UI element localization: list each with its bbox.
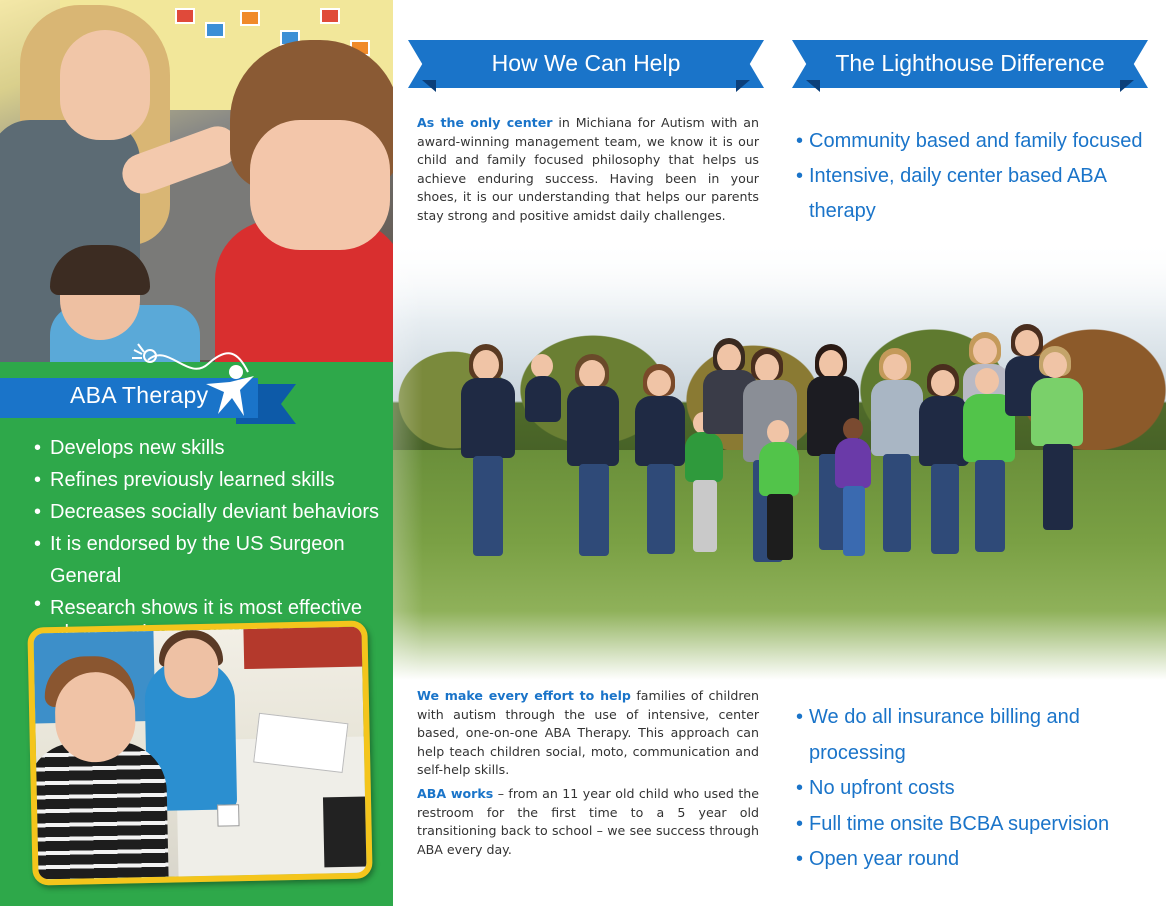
list-item: • Community based and family focused (796, 124, 1166, 159)
list-item: • It is endorsed by the US Surgeon General (34, 528, 384, 592)
paragraph-lead: As the only center (417, 115, 553, 130)
lighthouse-person-logo-icon (200, 362, 260, 422)
aba-benefits-list (34, 432, 384, 646)
list-item: • Decreases socially deviant behaviors (34, 496, 384, 528)
list-item: • Refines previously learned skills (34, 464, 384, 496)
difference-list-bottom (796, 700, 1166, 878)
aba-therapy-title: ABA Therapy (70, 382, 209, 408)
list-item: • Develops new skills (34, 432, 384, 464)
therapy-photo-top (0, 0, 393, 362)
team-group-photo (393, 240, 1166, 680)
list-item: • Full time onsite BCBA supervision (796, 807, 1166, 843)
list-item: • Open year round (796, 842, 1166, 878)
intro-paragraph (417, 114, 759, 225)
difference-list-top (796, 124, 1166, 229)
how-we-can-help-banner (408, 40, 764, 92)
left-panel (0, 0, 393, 906)
paragraph-text: in Michiana for Autism with an award-winning management team, we know it is our child and family focused philosophy that helps us achieve enduring success. Having been in your shoes, it is our understanding that helps our parents stay strong and positive amidst daily challenges. (417, 115, 759, 223)
section-title: How We Can Help (491, 50, 681, 76)
lighthouse-difference-banner (792, 40, 1148, 92)
paragraph-lead: We make every effort to help (417, 688, 631, 703)
list-item: • We do all insurance billing and processing (796, 700, 1166, 771)
aba-works-paragraph (417, 785, 759, 859)
list-item: • Research shows it is most effective (34, 592, 384, 646)
therapy-session-photo (27, 620, 372, 885)
list-item: • No upfront costs (796, 771, 1166, 807)
approach-paragraph (417, 687, 759, 780)
paragraph-text: – from an 11 year old child who used the restroom for the first time to a 5 year old transitioning back to school – we see success through ABA every day. (417, 786, 759, 857)
section-title: The Lighthouse Difference (835, 50, 1105, 76)
paragraph-lead: ABA works (417, 786, 494, 801)
list-item: • Intensive, daily center based ABA therapy (796, 159, 1166, 229)
paragraph-text: families of children with autism through the use of intensive, center based, one-on-one ABA Therapy. This approach can help teach children social, moto, communication and self-help skills. (417, 688, 759, 777)
